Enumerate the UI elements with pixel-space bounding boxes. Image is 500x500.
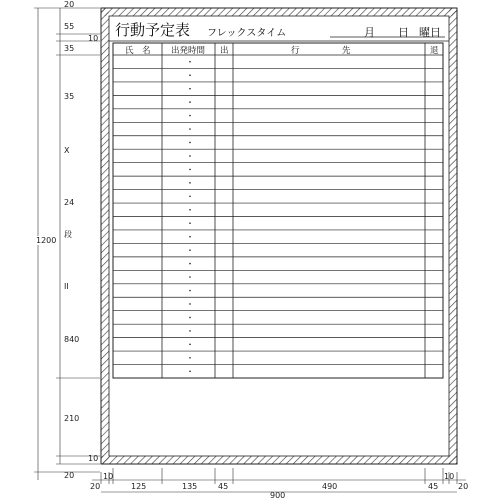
time-separator-dot xyxy=(189,263,191,265)
column-header-leave: 退 xyxy=(430,46,439,56)
time-separator-dot xyxy=(189,303,191,305)
bottom-dimension-lines xyxy=(92,468,469,492)
time-separator-dot xyxy=(189,317,191,319)
board-subtitle: フレックスタイム xyxy=(207,28,287,39)
time-separator-dot xyxy=(189,276,191,278)
column-header-out: 出 xyxy=(220,46,229,56)
row-lines xyxy=(113,68,443,364)
dim-times: X xyxy=(64,146,70,155)
date-label-weekday: 曜日 xyxy=(419,26,441,39)
time-separator-dot xyxy=(189,74,191,76)
time-separator-dot xyxy=(189,249,191,251)
time-separator-dot xyxy=(189,128,191,130)
time-separator-dot xyxy=(189,101,191,103)
dim-right-margin: 20 xyxy=(458,482,469,491)
time-separator-dot xyxy=(189,155,191,157)
date-label-month: 月 xyxy=(364,26,375,39)
dim-overall-width: 900 xyxy=(270,491,286,500)
time-separator-dot xyxy=(189,196,191,198)
dim-name-col: 125 xyxy=(131,482,147,491)
time-separator-dot xyxy=(189,370,191,372)
dim-out-col: 45 xyxy=(218,482,229,491)
column-header-departure-time: 出発時間 xyxy=(171,46,206,56)
time-separator-dot xyxy=(189,344,191,346)
schedule-table xyxy=(113,43,443,378)
dim-frame-top: 10 xyxy=(88,34,99,43)
dim-title-height: 55 xyxy=(64,22,75,31)
time-separator-dot xyxy=(189,209,191,211)
dim-frame-right: 10 xyxy=(444,472,455,481)
dim-row-count: 24 xyxy=(64,198,75,207)
column-header-name: 氏 名 xyxy=(125,46,151,56)
dim-leave-col: 45 xyxy=(428,482,439,491)
time-separator-dot xyxy=(189,88,191,90)
dim-overall-height: 1200 xyxy=(36,236,57,245)
time-separator-dot xyxy=(189,236,191,238)
dim-rows-unit: 段 xyxy=(64,230,72,239)
dim-equals: II xyxy=(64,282,69,291)
column-header-destination: 行 先 xyxy=(291,46,351,56)
board-title: 行動予定表 xyxy=(115,21,191,39)
dim-bottom-space: 210 xyxy=(64,414,80,423)
time-separator-dot xyxy=(189,169,191,171)
dim-left-margin: 20 xyxy=(90,482,101,491)
time-separator-dot xyxy=(189,115,191,117)
dim-table-height: 840 xyxy=(64,335,80,344)
time-separator-dot xyxy=(189,330,191,332)
time-separator-dot xyxy=(189,182,191,184)
dim-header-height: 35 xyxy=(64,44,75,53)
dim-frame-left: 10 xyxy=(103,472,114,481)
dim-destination-col: 490 xyxy=(322,482,338,491)
dim-row-height: 35 xyxy=(64,92,75,101)
dim-frame-bottom: 10 xyxy=(88,454,99,463)
dim-time-col: 135 xyxy=(182,482,198,491)
board-frame xyxy=(101,8,457,464)
time-separator-dot xyxy=(189,61,191,63)
dim-bottom-margin: 20 xyxy=(64,471,75,480)
dim-top-margin: 20 xyxy=(64,0,75,9)
time-separator-dot xyxy=(189,222,191,224)
time-separator-dot xyxy=(189,357,191,359)
time-separator-dot xyxy=(189,290,191,292)
date-label-day: 日 xyxy=(398,26,409,39)
time-separator-dot xyxy=(189,142,191,144)
